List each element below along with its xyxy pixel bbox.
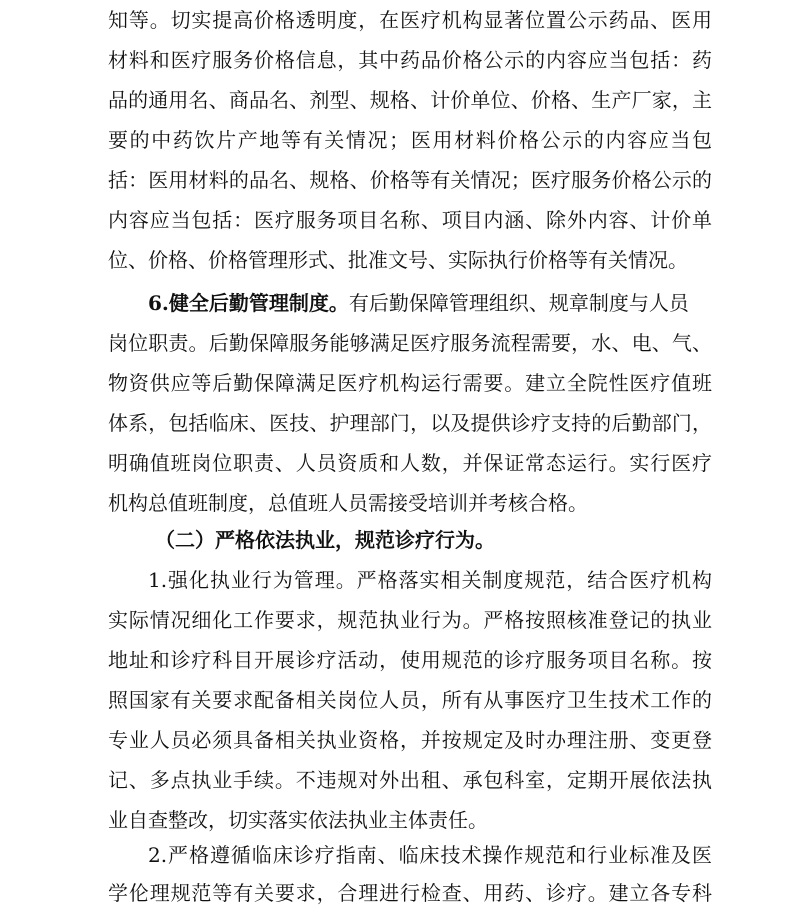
para-5-line-3: 品的通用名、商品名、剂型、规格、计价单位、价格、生产厂家，主: [108, 88, 712, 112]
para-7-line-2: 实际情况细化工作要求，规范执业行为。严格按照核准登记的执业: [108, 608, 712, 632]
para-6-first-line: [148, 283, 712, 323]
para-6-line-2: 岗位职责。后勤保障服务能够满足医疗服务流程需要，水、电、气、: [108, 331, 712, 355]
para-6-line-3: 物资供应等后勤保障满足医疗机构运行需要。建立全院性医疗值班: [108, 371, 712, 395]
section-heading: （二）严格依法执业，规范诊疗行为。: [155, 528, 495, 552]
para-7-line-5: 专业人员必须具备相关执业资格，并按规定及时办理注册、变更登: [108, 728, 712, 752]
para-6-line-6: 机构总值班制度，总值班人员需接受培训并考核合格。: [108, 491, 588, 515]
para-5-line-4: 要的中药饮片产地等有关情况；医用材料价格公示的内容应当包: [108, 128, 712, 152]
para-5-line-2: 材料和医疗服务价格信息，其中药品价格公示的内容应当包括：药: [108, 48, 712, 72]
para-5-line-1: 知等。切实提高价格透明度，在医疗机构显著位置公示药品、医用: [108, 8, 712, 32]
para-7-line-7: 业自查整改，切实落实依法执业主体责任。: [108, 808, 488, 832]
para-6-first-rest: 有后勤保障管理组织、规章制度与人员: [348, 291, 689, 315]
para-8-first-line: 2.严格遵循临床诊疗指南、临床技术操作规范和行业标准及医: [148, 843, 712, 867]
para-5-line-7: 位、价格、价格管理形式、批准文号、实际执行价格等有关情况。: [108, 248, 688, 272]
para-7-first-line: 1.强化执业行为管理。严格落实相关制度规范，结合医疗机构: [148, 568, 712, 592]
para-6-heading: 6.健全后勤管理制度。: [148, 291, 349, 315]
para-6-line-5: 明确值班岗位职责、人员资质和人数，并保证常态运行。实行医疗: [108, 451, 712, 475]
para-7-line-6: 记、多点执业手续。不违规对外出租、承包科室，定期开展依法执: [108, 768, 712, 792]
para-8-line-2: 学伦理规范等有关要求，合理进行检查、用药、诊疗。建立各专科: [108, 881, 712, 905]
para-7-line-3: 地址和诊疗科目开展诊疗活动，使用规范的诊疗服务项目名称。按: [108, 648, 712, 672]
para-6-line-4: 体系，包括临床、医技、护理部门，以及提供诊疗支持的后勤部门，: [108, 411, 712, 435]
para-5-line-6: 内容应当包括：医疗服务项目名称、项目内涵、除外内容、计价单: [108, 208, 712, 232]
para-5-line-5: 括：医用材料的品名、规格、价格等有关情况；医疗服务价格公示的: [108, 168, 712, 192]
para-7-line-4: 照国家有关要求配备相关岗位人员，所有从事医疗卫生技术工作的: [108, 688, 712, 712]
